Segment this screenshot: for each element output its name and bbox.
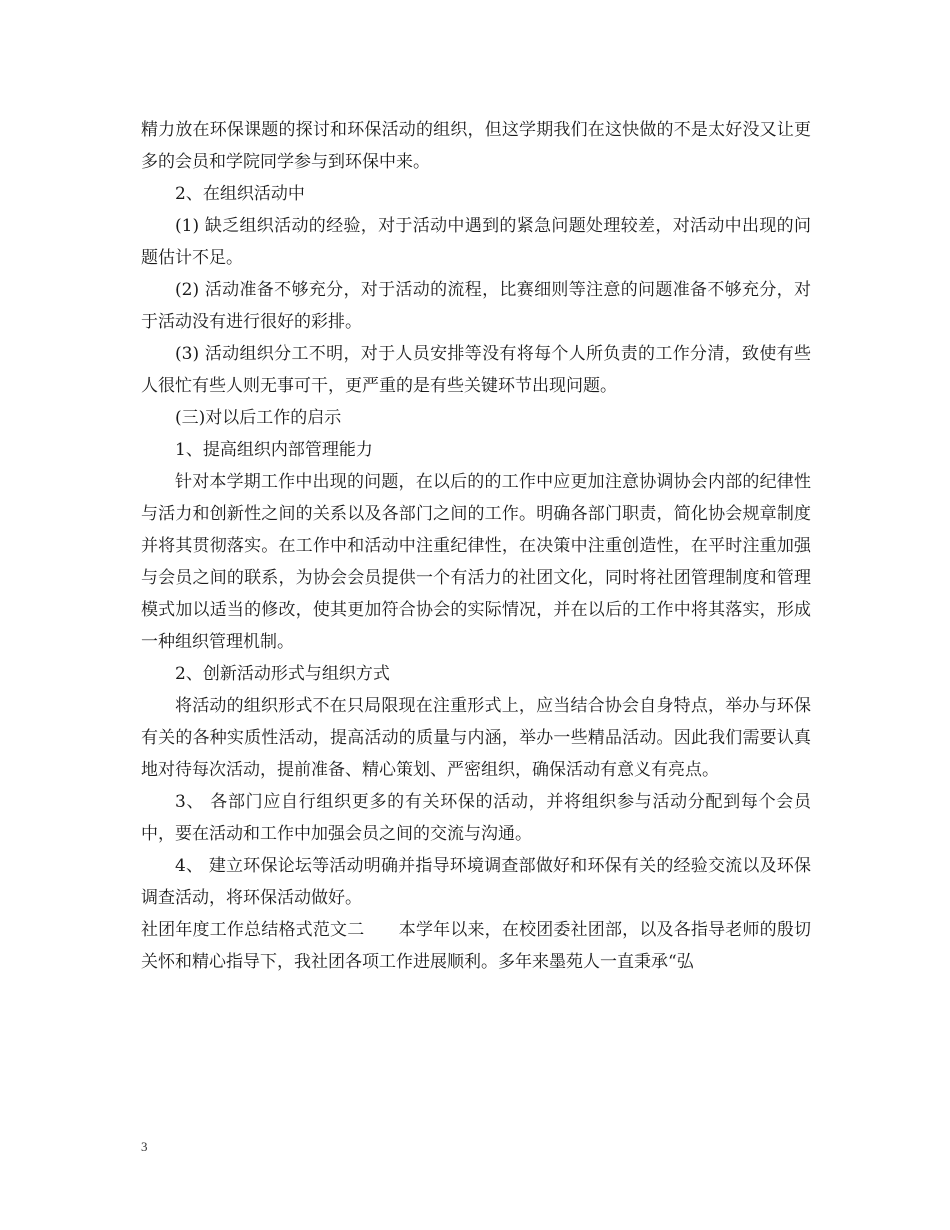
paragraph: (2) 活动准备不够充分，对于活动的流程，比赛细则等注意的问题准备不够充分，对于活动没有进行很好的彩排。 (141, 280, 811, 332)
paragraph: 针对本学期工作中出现的问题，在以后的的工作中应更加注意协调协会内部的纪律性与活力和创新性之间的关系以及各部门之间的工作。明确各部门职责，简化协会规章制度并将其贯彻落实。在工作中和活动中注重纪律性，在决策中注重创造性，在平时注重加强与会员之间的联系，为协会会员提供一个有活力的社团文化，同时将社团管理制度和管理模式加以适当的修改，使其更加符合协会的实际情况，并在以后的工作中将其落实，形成一种组织管理机制。 (141, 472, 811, 652)
subsection-heading: 2、创新活动形式与组织方式 (175, 664, 390, 684)
paragraph: 将活动的组织形式不在只局限现在注重形式上，应当结合协会自身特点，举办与环保有关的各种实质性活动，提高活动的质量与内涵，举办一些精品活动。因此我们需要认真地对待每次活动，提前准备、精心策划、严密组织，确保活动有意义有亮点。 (141, 696, 811, 780)
document-body (141, 114, 811, 978)
paragraph: 3、 各部门应自行组织更多的有关环保的活动，并将组织参与活动分配到每个会员中，要在活动和工作中加强会员之间的交流与沟通。 (141, 792, 811, 844)
subsection-heading: 1、提高组织内部管理能力 (175, 440, 373, 460)
paragraph: (1) 缺乏组织活动的经验，对于活动中遇到的紧急问题处理较差，对活动中出现的问题估计不足。 (141, 216, 811, 268)
section-heading: (三)对以后工作的启示 (175, 408, 342, 428)
paragraph: (3) 活动组织分工不明，对于人员安排等没有将每个人所负责的工作分清，致使有些人很忙有些人则无事可干，更严重的是有些关键环节出现问题。 (141, 344, 811, 396)
paragraph: 社团年度工作总结格式范文二 本学年以来，在校团委社团部，以及各指导老师的殷切关怀和精心指导下，我社团各项工作进展顺利。多年来墨苑人一直秉承“弘 (141, 920, 811, 972)
paragraph: 4、 建立环保论坛等活动明确并指导环境调查部做好和环保有关的经验交流以及环保调查活动，将环保活动做好。 (141, 856, 811, 908)
paragraph: 2、在组织活动中 (175, 184, 305, 204)
paragraph: 精力放在环保课题的探讨和环保活动的组织，但这学期我们在这快做的不是太好没又让更多的会员和学院同学参与到环保中来。 (141, 120, 811, 172)
page-number: 3 (141, 1139, 148, 1154)
